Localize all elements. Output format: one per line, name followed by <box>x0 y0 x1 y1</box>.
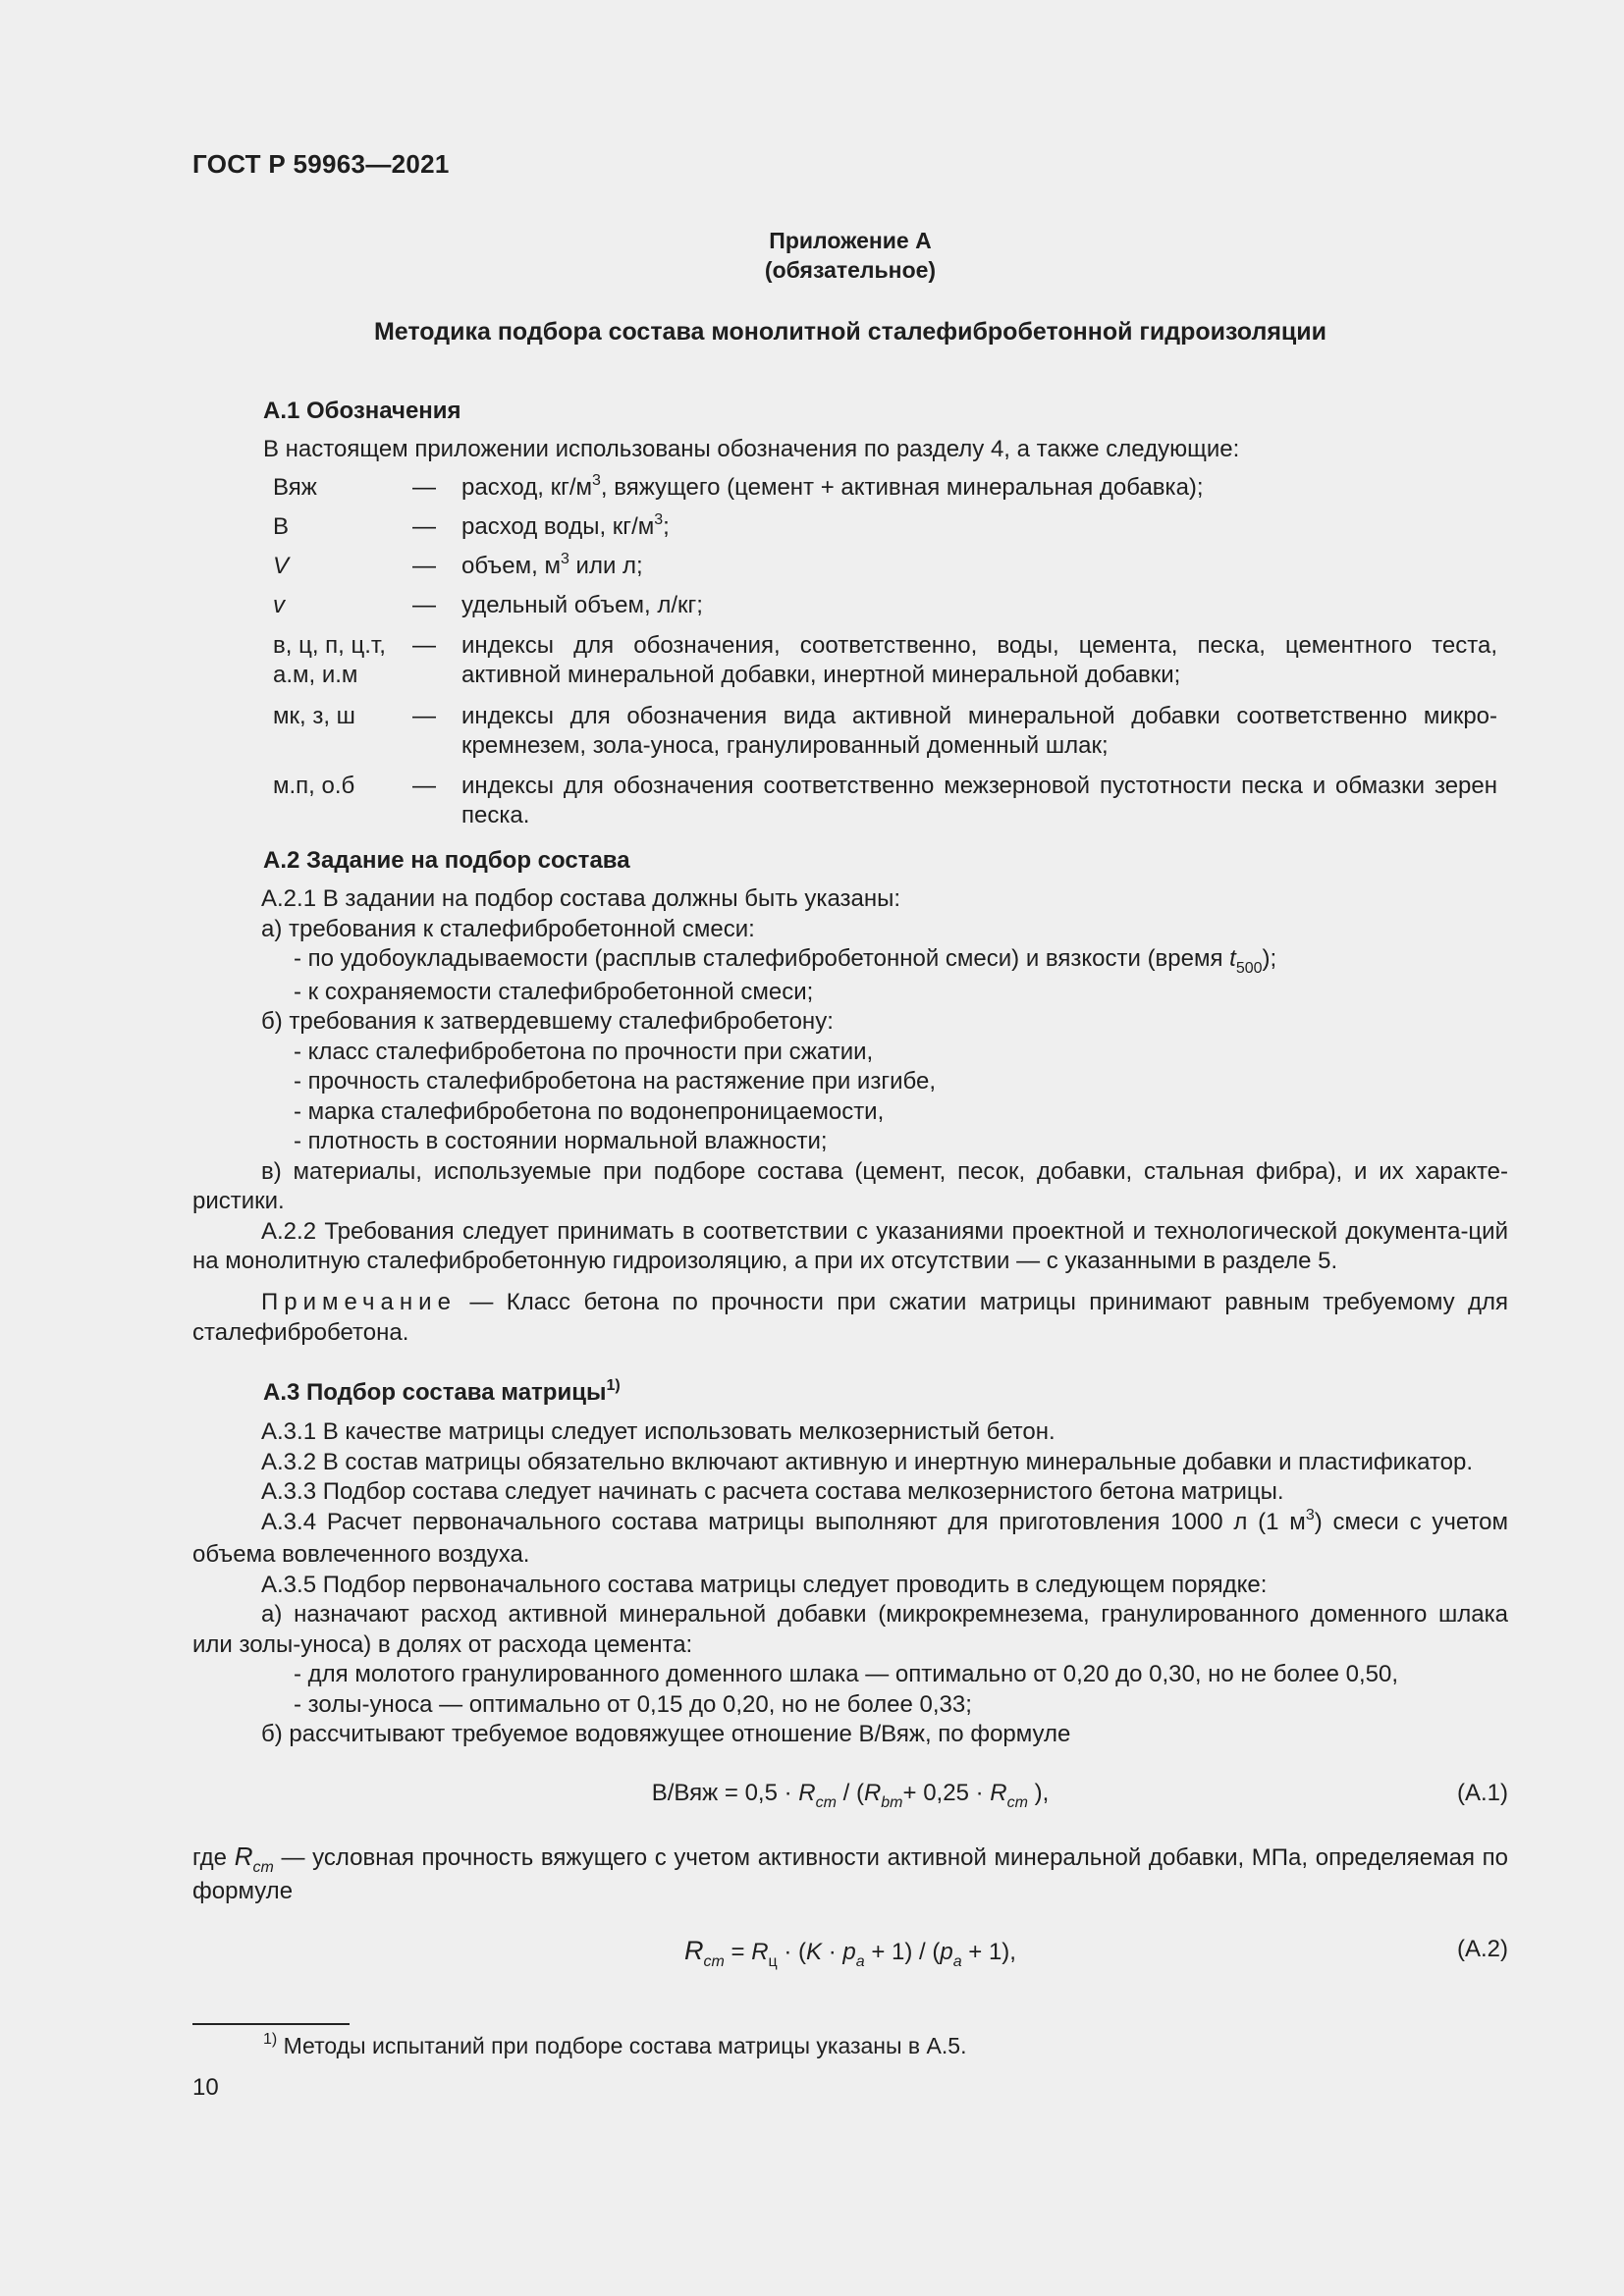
formula-expression: $В/Вяж = 0,5 \cdot R_{cm} / (R_{bm}+ 0,25 \cdot R_{cm}$ ), <box>651 1780 1050 1811</box>
note-text: — Класс бетона по прочности при сжатии матрицы принимают равным требуемому для сталефибробетона. <box>192 1289 1508 1346</box>
definition-term: Вяж <box>273 474 317 501</box>
definition-desc: индексы для обозначения, соответственно, воды, цемента, песка, цементного теста, активной минеральной добавки, инертной минеральной добавки; <box>461 632 1497 688</box>
paragraph: б) требования к затвердевшему сталефибробетону: <box>261 1008 834 1035</box>
definition-desc: расход, $кг/м^3$, вяжущего (цемент + активная минеральная добавка); <box>461 472 1204 501</box>
document-header: ГОСТ Р 59963—2021 <box>192 149 450 179</box>
definition-term: v <box>273 592 285 618</box>
section-a2-heading: А.2 Задание на подбор состава <box>263 847 630 874</box>
paragraph: б) рассчитывают требуемое водовяжущее отношение В/Вяж, по формуле <box>261 1721 1071 1747</box>
formula-number: (А.2) <box>1456 1936 1508 1962</box>
formula-number: (А.1) <box>1456 1780 1508 1806</box>
footnote <box>263 2033 966 2059</box>
paragraph: А.3.3 Подбор состава следует начинать с расчета состава мелкозернистого бетона матрицы. <box>261 1478 1284 1505</box>
appendix-label: Приложение А <box>769 228 932 253</box>
footnote-text: Методы испытаний при подборе состава матрицы указаны в А.5. <box>283 2033 967 2058</box>
definition-desc: расход воды, $кг/м^3$; <box>461 511 670 540</box>
section-a3-body <box>192 1417 1508 1750</box>
paragraph: А.3.5 Подбор первоначального состава матрицы следует проводить в следующем порядке: <box>261 1571 1268 1598</box>
paragraph: А.3.1 В качестве матрицы следует использовать мелкозернистый бетон. <box>261 1418 1056 1445</box>
definition-term: V <box>273 553 290 579</box>
definition-desc: индексы для обозначения соответственно межзерновой пустотности песка и обмазки зерен песка. <box>461 773 1497 828</box>
paragraph: А.2.1 В задании на подбор состава должны быть указаны: <box>261 885 901 912</box>
doc-title: Методика подбора состава монолитной сталефибробетонной гидроизоляции <box>373 318 1327 346</box>
definition-desc: объем, $м^3$ или л; <box>461 551 643 579</box>
definition-term: в, ц, п, ц.т, а.м, и.м <box>273 632 386 688</box>
definition-term: м.п, о.б <box>273 773 355 799</box>
paragraph: А.2.2 Требования следует принимать в соответствии с указаниями проектной и технологической документа-ций на монолитную сталефибробетонную гидроизоляцию, а при их отсутствии — с указанными в разделе 5. <box>192 1217 1508 1274</box>
definition-term: мк, з, ш <box>273 703 355 729</box>
list-item: - для молотого гранулированного доменного шлака — оптимально от 0,20 до 0,30, но не более 0,50, <box>294 1661 1399 1687</box>
list-item: - плотность в состоянии нормальной влажности; <box>294 1128 828 1154</box>
definition-dash: — <box>412 703 436 729</box>
footnote-separator <box>192 2023 350 2025</box>
paragraph: А.3.4 Расчет первоначального состава матрицы выполняют для приготовления 1000 л (1 $м^3$) смеси с учетом объема вовлеченного воздуха. <box>192 1506 1509 1568</box>
paragraph: а) требования к сталефибробетонной смеси: <box>261 915 755 942</box>
appendix-title <box>192 226 1508 285</box>
definition-dash: — <box>412 553 436 579</box>
definition-term: В <box>273 513 290 540</box>
paragraph: а) назначают расход активной минеральной добавки (микрокремнезема, гранулированного доменного шлака или золы-уноса) в долях от расхода цемента: <box>192 1601 1508 1658</box>
where-paragraph: где $R_{cm}$ — условная прочность вяжущего с учетом активности активной минеральной добавки, МПа, определяемая по формуле <box>192 1842 1508 1904</box>
list-item: - по удобоукладываемости (расплыв сталефибробетонной смеси) и вязкости (время $t_{500}$); <box>294 945 1277 977</box>
note <box>192 1288 1508 1348</box>
footnote-mark: 1) <box>263 2031 278 2048</box>
list-item: - класс сталефибробетона по прочности при сжатии, <box>294 1038 874 1065</box>
paragraph: А.3.2 В состав матрицы обязательно включают активную и инертную минеральные добавки и пластификатор. <box>261 1448 1473 1475</box>
section-a1-heading: А.1 Обозначения <box>263 398 461 424</box>
definition-desc: удельный объем, л/кг; <box>461 592 703 618</box>
page-number: 10 <box>192 2074 219 2101</box>
appendix-status: (обязательное) <box>764 257 937 283</box>
definition-dash: — <box>412 773 436 799</box>
definition-desc: индексы для обозначения вида активной минеральной добавки соответственно микро-кремнезем, зола-уноса, гранулированный доменный шлак; <box>461 703 1497 759</box>
definition-dash: — <box>412 513 436 540</box>
list-item: - марка сталефибробетона по водонепроницаемости, <box>294 1097 885 1125</box>
list-item: - прочность сталефибробетона на растяжение при изгибе, <box>294 1068 936 1095</box>
section-a3-heading: А.3 Подбор состава матрицы$^{1)}$ <box>263 1377 621 1406</box>
formula-expression: $R_{cm} = R_ц \cdot (K \cdot p_a + 1) / (p_a + 1)$, <box>684 1936 1016 1970</box>
definition-dash: — <box>412 592 436 618</box>
note-label: Примечание <box>261 1289 457 1315</box>
list-item: - золы-уноса — оптимально от 0,15 до 0,20, но не более 0,33; <box>294 1690 972 1718</box>
list-item: - к сохраняемости сталефибробетонной смеси; <box>294 978 814 1005</box>
section-a1-intro: В настоящем приложении использованы обозначения по разделу 4, а также следующие: <box>263 436 1240 462</box>
definition-dash: — <box>412 474 436 501</box>
section-a2-body <box>192 884 1508 1277</box>
paragraph: в) материалы, используемые при подборе состава (цемент, песок, добавки, стальная фибра), и их характе-ристики. <box>192 1157 1508 1214</box>
definition-dash: — <box>412 632 436 659</box>
